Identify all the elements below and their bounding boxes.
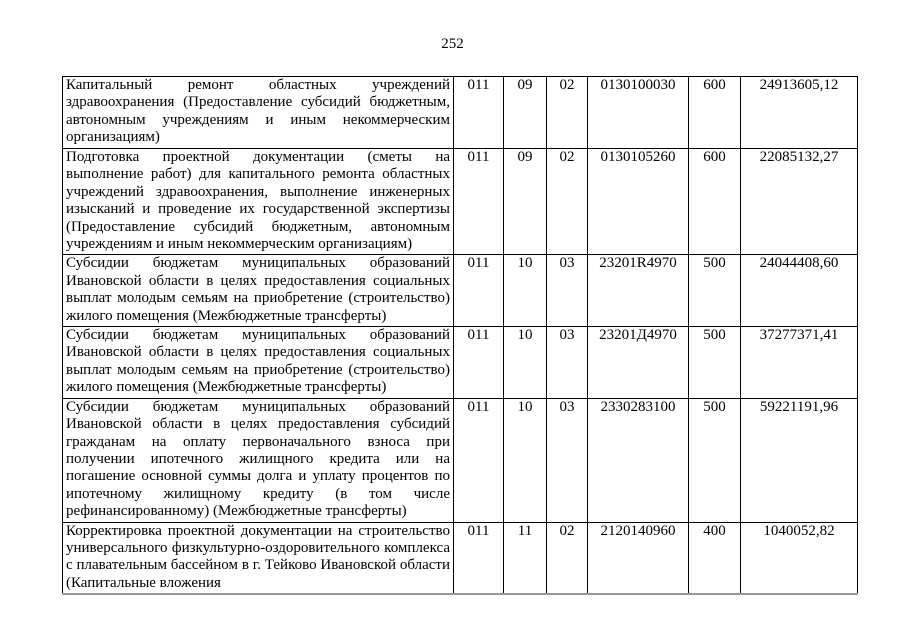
table-row [63, 327, 858, 399]
cell-expense-name: Корректировка проектной документации на строительство универсального физкультурно-оздоровительного комплекса с плавательным бассейном в г. Тейково Ивановской области (Капитальные вложения [63, 522, 454, 594]
cell-subsection-code: 03 [547, 255, 588, 327]
cell-expense-name: Капитальный ремонт областных учреждений здравоохранения (Предоставление субсидий бюджетным, автономным учреждениям и иным некоммерческим организациям) [63, 77, 454, 149]
cell-target-item-code: 0130100030 [588, 77, 689, 149]
cell-expense-name: Субсидии бюджетам муниципальных образований Ивановской области в целях предоставления социальных выплат молодым семьям на приобретение (строительство) жилого помещения (Межбюджетные трансферты) [63, 327, 454, 399]
cell-section-code: 10 [504, 255, 547, 327]
cell-amount: 59221191,96 [741, 398, 858, 522]
cell-expense-type-code: 400 [689, 522, 741, 594]
cell-subsection-code: 03 [547, 327, 588, 399]
cell-subsection-code: 03 [547, 398, 588, 522]
cell-section-code: 09 [504, 149, 547, 255]
cell-subsection-code: 02 [547, 149, 588, 255]
cell-expense-name: Субсидии бюджетам муниципальных образований Ивановской области в целях предоставления социальных выплат молодым семьям на приобретение (строительство) жилого помещения (Межбюджетные трансферты) [63, 255, 454, 327]
cell-section-code: 11 [504, 522, 547, 594]
cell-expense-type-code: 500 [689, 255, 741, 327]
cell-grbs-code: 011 [454, 398, 504, 522]
cell-grbs-code: 011 [454, 149, 504, 255]
page-number: 252 [441, 36, 464, 52]
cell-amount: 22085132,27 [741, 149, 858, 255]
cell-expense-type-code: 500 [689, 398, 741, 522]
cell-subsection-code: 02 [547, 77, 588, 149]
cell-amount: 24044408,60 [741, 255, 858, 327]
cell-grbs-code: 011 [454, 327, 504, 399]
cell-amount: 24913605,12 [741, 77, 858, 149]
cell-expense-type-code: 600 [689, 149, 741, 255]
cell-subsection-code: 02 [547, 522, 588, 594]
cell-target-item-code: 0130105260 [588, 149, 689, 255]
cell-section-code: 10 [504, 327, 547, 399]
table-row [63, 149, 858, 255]
cell-target-item-code: 2120140960 [588, 522, 689, 594]
cell-amount: 1040052,82 [741, 522, 858, 594]
cell-amount: 37277371,41 [741, 327, 858, 399]
cell-expense-name: Подготовка проектной документации (сметы на выполнение работ) для капитального ремонта областных учреждений здравоохранения, выполнение инженерных изысканий и проведение их государственной экспертизы (Предоставление субсидий бюджетным, автономным учреждениям и иным некоммерческим организациям) [63, 149, 454, 255]
table-row [63, 522, 858, 594]
cell-grbs-code: 011 [454, 255, 504, 327]
cell-expense-type-code: 500 [689, 327, 741, 399]
cell-expense-name: Субсидии бюджетам муниципальных образований Ивановской области в целях предоставления субсидий гражданам на оплату первоначального взноса при получении ипотечного жилищного кредита или на погашение основной суммы долга и уплату процентов по ипотечному жилищному кредиту (в том числе рефинансированному) (Межбюджетные трансферты) [63, 398, 454, 522]
cell-target-item-code: 23201R4970 [588, 255, 689, 327]
table-row [63, 398, 858, 522]
table-row [63, 255, 858, 327]
table-row [63, 77, 858, 149]
cell-target-item-code: 23201Д4970 [588, 327, 689, 399]
cell-section-code: 09 [504, 77, 547, 149]
cell-expense-type-code: 600 [689, 77, 741, 149]
cell-grbs-code: 011 [454, 522, 504, 594]
cell-section-code: 10 [504, 398, 547, 522]
budget-expenditures-table [62, 76, 858, 595]
cell-grbs-code: 011 [454, 77, 504, 149]
cell-target-item-code: 2330283100 [588, 398, 689, 522]
